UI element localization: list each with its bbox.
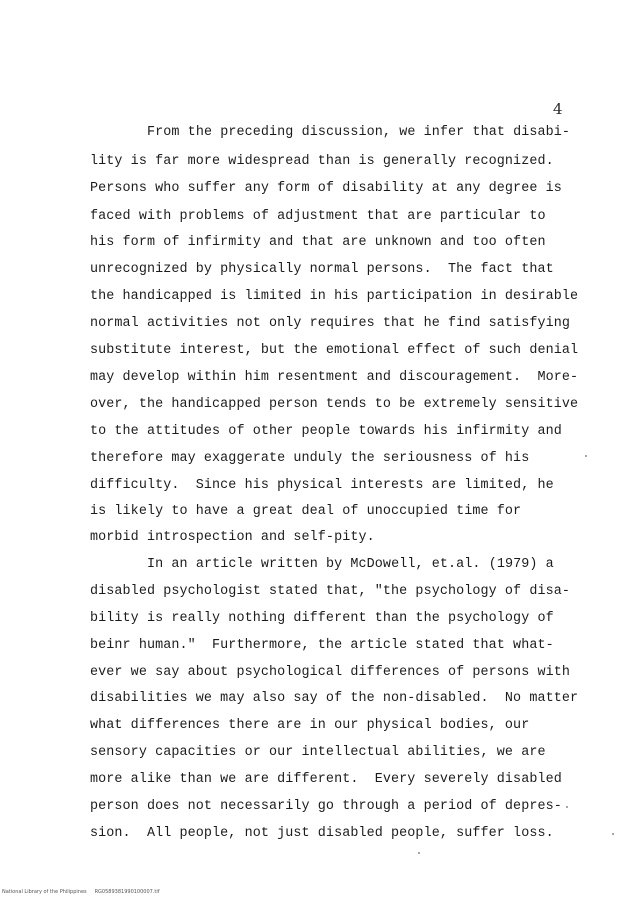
text-line: unrecognized by physically normal persons. The fact that — [90, 262, 554, 277]
text-line: may develop within him resentment and discouragement. More- — [90, 370, 579, 385]
page-number: 4 — [553, 100, 563, 118]
text-line: what differences there are in our physical bodies, our — [90, 718, 530, 733]
text-line: more alike than we are different. Every severely disabled — [90, 772, 562, 787]
scan-speck — [418, 852, 420, 854]
text-line: disabilities we may also say of the non-disabled. No matter — [90, 691, 579, 706]
scan-speck — [612, 833, 614, 835]
scan-speck — [566, 806, 568, 808]
scan-footer: National Library of the Philippines RG0589381990100007.tif — [2, 889, 160, 895]
text-line: ever we say about psychological differences of persons with — [90, 665, 571, 680]
text-line: substitute interest, but the emotional effect of such denial — [90, 343, 579, 358]
text-line: From the preceding discussion, we infer that disabi- — [147, 125, 571, 140]
text-line: to the attitudes of other people towards his infirmity and — [90, 424, 562, 439]
text-line: morbid introspection and self-pity. — [90, 530, 375, 545]
text-line: Persons who suffer any form of disability at any degree is — [90, 181, 562, 196]
text-line: person does not necessarily go through a period of depres- — [90, 799, 562, 814]
text-line: over, the handicapped person tends to be extremely sensitive — [90, 397, 579, 412]
text-line: sion. All people, not just disabled people, suffer loss. — [90, 826, 554, 841]
text-line: sensory capacities or our intellectual abilities, we are — [90, 745, 546, 760]
text-line: therefore may exaggerate unduly the seriousness of his — [90, 451, 530, 466]
text-line: lity is far more widespread than is generally recognized. — [90, 154, 554, 169]
text-line: faced with problems of adjustment that are particular to — [90, 209, 546, 224]
text-line: the handicapped is limited in his participation in desirable — [90, 289, 579, 304]
scan-speck — [585, 455, 587, 457]
text-line: beinr human." Furthermore, the article stated that what- — [90, 638, 554, 653]
text-line: In an article written by McDowell, et.al. (1979) a — [147, 557, 554, 572]
text-line: difficulty. Since his physical interests are limited, he — [90, 478, 554, 493]
text-line: normal activities not only requires that he find satisfying — [90, 316, 571, 331]
text-line: bility is really nothing different than the psychology of — [90, 611, 554, 626]
text-line: disabled psychologist stated that, "the psychology of disa- — [90, 584, 571, 599]
text-line: is likely to have a great deal of unoccupied time for — [90, 504, 522, 519]
text-line: his form of infirmity and that are unknown and too often — [90, 235, 546, 250]
